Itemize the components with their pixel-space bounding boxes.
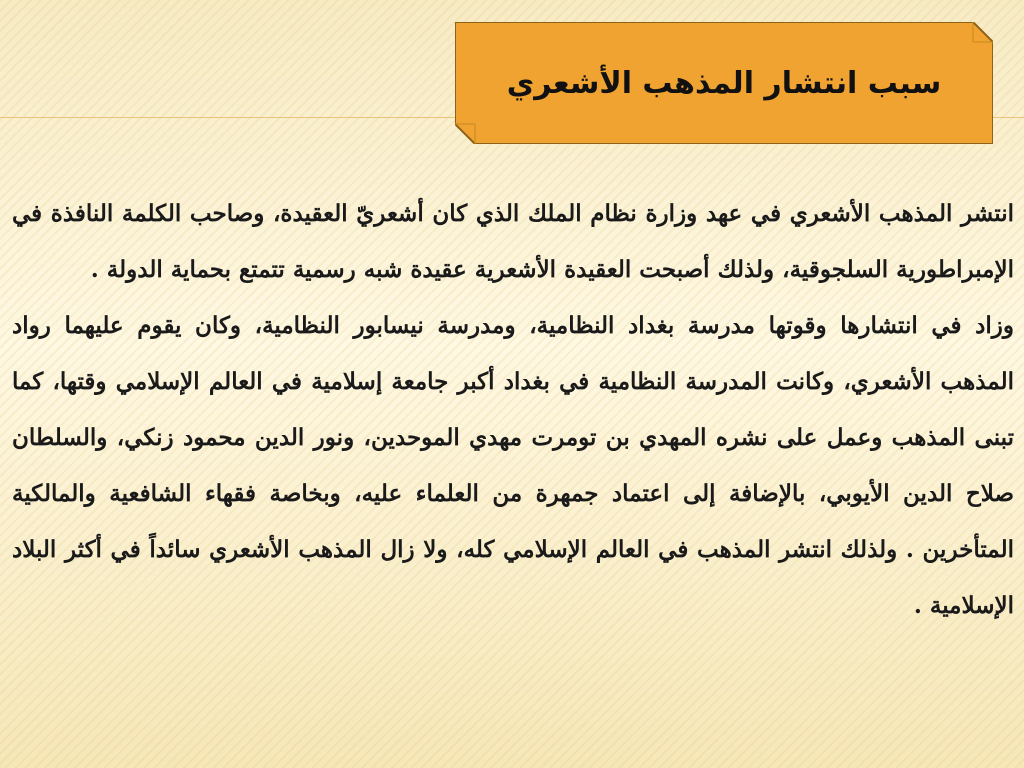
paragraph-2: وزاد في انتشارها وقوتها مدرسة بغداد النظامية، ومدرسة نيسابور النظامية، وكان يقوم عليهما رواد المذهب الأشعري، وكانت المدرسة النظامية في بغداد أكبر جامعة إسلامية في العالم الإسلامي وقتها، كما تبنى المذهب وعمل على نشره المهدي بن تومرت مهدي الموحدين، ونور الدين محمود زنكي، والسلطان صلاح الدين الأيوبي، بالإضافة إلى اعتماد جمهرة من العلماء عليه، وبخاصة فقهاء الشافعية والمالكية المتأخرين . ولذلك انتشر المذهب في العالم الإسلامي كله، ولا زال المذهب الأشعري سائداً في أكثر البلاد الإسلامية .: [12, 312, 1014, 619]
slide-title: سبب انتشار المذهب الأشعري: [506, 65, 942, 101]
slide-body: [12, 186, 1014, 634]
paragraph-1: انتشر المذهب الأشعري في عهد وزارة نظام الملك الذي كان أشعريّ العقيدة، وصاحب الكلمة النافذة في الإمبراطورية السلجوقية، ولذلك أصبحت العقيدة الأشعرية عقيدة شبه رسمية تتمتع بحماية الدولة .: [12, 200, 1014, 283]
title-banner: [455, 22, 993, 144]
